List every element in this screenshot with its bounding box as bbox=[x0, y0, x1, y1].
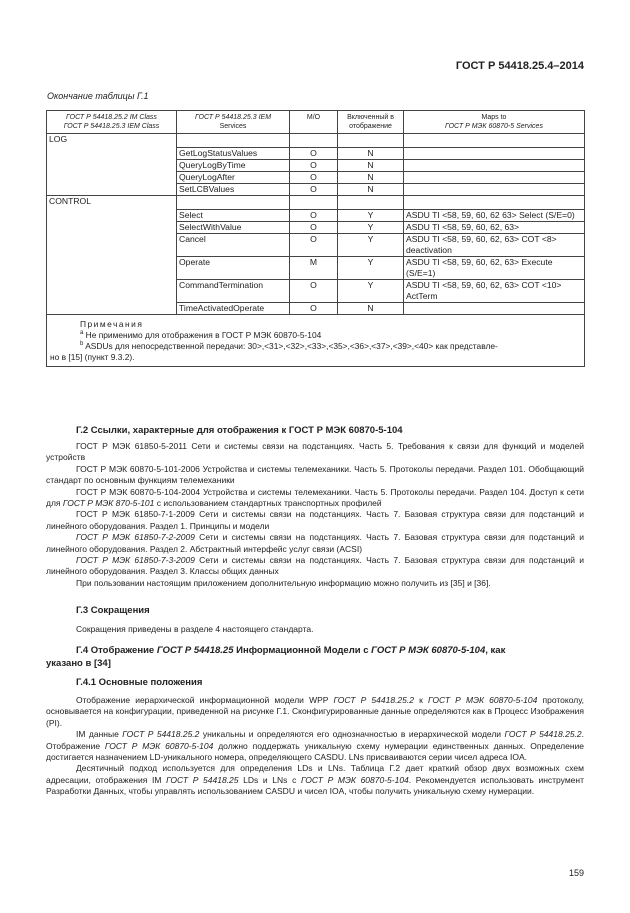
section-g3-title: Г.3 Сокращения bbox=[76, 605, 150, 616]
table-row: QueryLogAfter O N bbox=[47, 172, 585, 184]
table-row: Cancel O Y ASDU TI <58, 59, 60, 62, 63> COT <8> deactivation bbox=[47, 234, 585, 257]
header-im-class: ГОСТ Р 54418.25.2 IM Class ГОСТ Р 54418.25.3 IEM Class bbox=[47, 111, 177, 134]
section-g4-title: Г.4 Отображение ГОСТ Р 54418.25 Информационной Модели с ГОСТ Р МЭК 60870-5-104, как bbox=[76, 645, 506, 656]
table-row: SelectWithValue O Y ASDU TI <58, 59, 60, 62, 63> bbox=[47, 222, 585, 234]
section-g41-body: Отображение иерархической информационной модели WPP ГОСТ Р 54418.25.2 к ГОСТ Р МЭК 60870-5-104 протоколу, основывается на конфигурации, приведенной на рисунке Г.1. Сконфигурированные данные определяются как в Процесс Изображения (PI). IM данные ГОСТ Р 54418.25.2 уникальны и определяются его однозначностью в иерархической модели ГОСТ Р 54418.25.2. Отображение ГОСТ Р МЭК 60870-5-104 должно поддержать уникальную схему нумерации единственных данных. Определение достигается назначением LD-уникального номера, определяющего CASDU. LNs присваиваются серии чисел адреса IOA. Десятичный подход используется для определения LDs и LNs. Таблица Г.2 дает краткий обзор двух возможных схем адресации, отображения IM ГОСТ Р 54418.25 LDs и LNs с ГОСТ Р МЭК 60870-5-104. Рекомендуется использовать инструмент Разработки Данных, чтобы управлять использованием CASDU и чисел IOA, чтобы получить уникальную схему нумерации. bbox=[46, 695, 585, 797]
section-g2-body: ГОСТ Р МЭК 61850-5-2011 Сети и системы связи на подстанциях. Часть 5. Требования к связи для функций и моделей устройств ГОСТ Р МЭК 60870-5-101-2006 Устройства и системы телемеханики. Часть 5. Протоколы передачи. Раздел 101. Обобщающий стандарт по основным функциям телемеханики ГОСТ Р МЭК 60870-5-104-2004 Устройства и системы телемеханики. Часть 5. Протоколы передачи. Раздел 104. Доступ к сети для ГОСТ Р МЭК 870-5-101 с использованием стандартных транспортных профилей ГОСТ Р МЭК 61850-7-1-2009 Сети и системы связи на подстанциях. Часть 7. Базовая структура связи для подстанций и линейного оборудования. Раздел 1. Принципы и модели ГОСТ Р МЭК 61850-7-2-2009 Сети и системы связи на подстанциях. Часть 7. Базовая структура связи для подстанций и линейного оборудования. Раздел 2. Абстрактный интерфейс услуг связи (ACSI) ГОСТ Р МЭК 61850-7-3-2009 Сети и системы связи на подстанциях. Часть 7. Базовая структура связи для подстанций и линейного оборудования. Раздел 3. Классы общих данных При пользовании настоящим приложением дополнительную информацию можно получить из [35] и [36]. bbox=[46, 441, 584, 588]
table-row bbox=[47, 196, 585, 210]
section-g2-title: Г.2 Ссылки, характерные для отображения к ГОСТ Р МЭК 60870-5-104 bbox=[76, 425, 403, 436]
table-row: TimeActivatedOperate O N bbox=[47, 303, 585, 315]
document-code: ГОСТ Р 54418.25.4–2014 bbox=[455, 60, 584, 72]
table-caption: Окончание таблицы Г.1 bbox=[47, 91, 149, 101]
table-row bbox=[47, 134, 585, 148]
header-iem-services: ГОСТ Р 54418.25.3 IEM Services bbox=[177, 111, 290, 134]
table-row: GetLogStatusValues O N bbox=[47, 148, 585, 160]
header-maps-to: Maps to ГОСТ Р МЭК 60870-5 Services bbox=[404, 111, 585, 134]
page-number: 159 bbox=[568, 868, 584, 878]
table-row: Operate M Y ASDU TI <58, 59, 60, 62, 63> Execute (S/E=1) bbox=[47, 257, 585, 280]
table-notes-row bbox=[47, 315, 585, 367]
header-mo: M/O bbox=[290, 111, 338, 134]
section-g3-body: Сокращения приведены в разделе 4 настоящего стандарта. bbox=[76, 624, 314, 634]
mapping-table bbox=[46, 110, 585, 367]
section-g4-title-line2: указано в [34] bbox=[46, 658, 111, 669]
table-row: QueryLogByTime O N bbox=[47, 160, 585, 172]
note-b: $^b$ ASDUs для непосредственной передачи: 30>,<31>,<32>,<33>,<35>,<36>,<37>,<39>,<40> как представле- bbox=[80, 341, 498, 351]
section-g41-title: Г.4.1 Основные положения bbox=[76, 677, 203, 688]
notes-title: Примечания bbox=[80, 319, 144, 329]
note-b-cont: но в [15] (пункт 9.3.2). bbox=[50, 352, 135, 362]
class-control: CONTROL bbox=[47, 196, 177, 210]
header-included: Включенный в отображение bbox=[338, 111, 404, 134]
table-row: Select O Y ASDU TI <58, 59, 60, 62 63> Select (S/E=0) bbox=[47, 210, 585, 222]
table-row: SetLCBValues O N bbox=[47, 184, 585, 196]
class-log: LOG bbox=[47, 134, 177, 148]
note-a: $^a$ Не применимо для отображения в ГОСТ Р МЭК 60870-5-104 bbox=[80, 330, 322, 340]
table-row: CommandTermination O Y ASDU TI <58, 59, 60, 62, 63> COT <10> ActTerm bbox=[47, 280, 585, 303]
table-header-row bbox=[47, 111, 585, 134]
